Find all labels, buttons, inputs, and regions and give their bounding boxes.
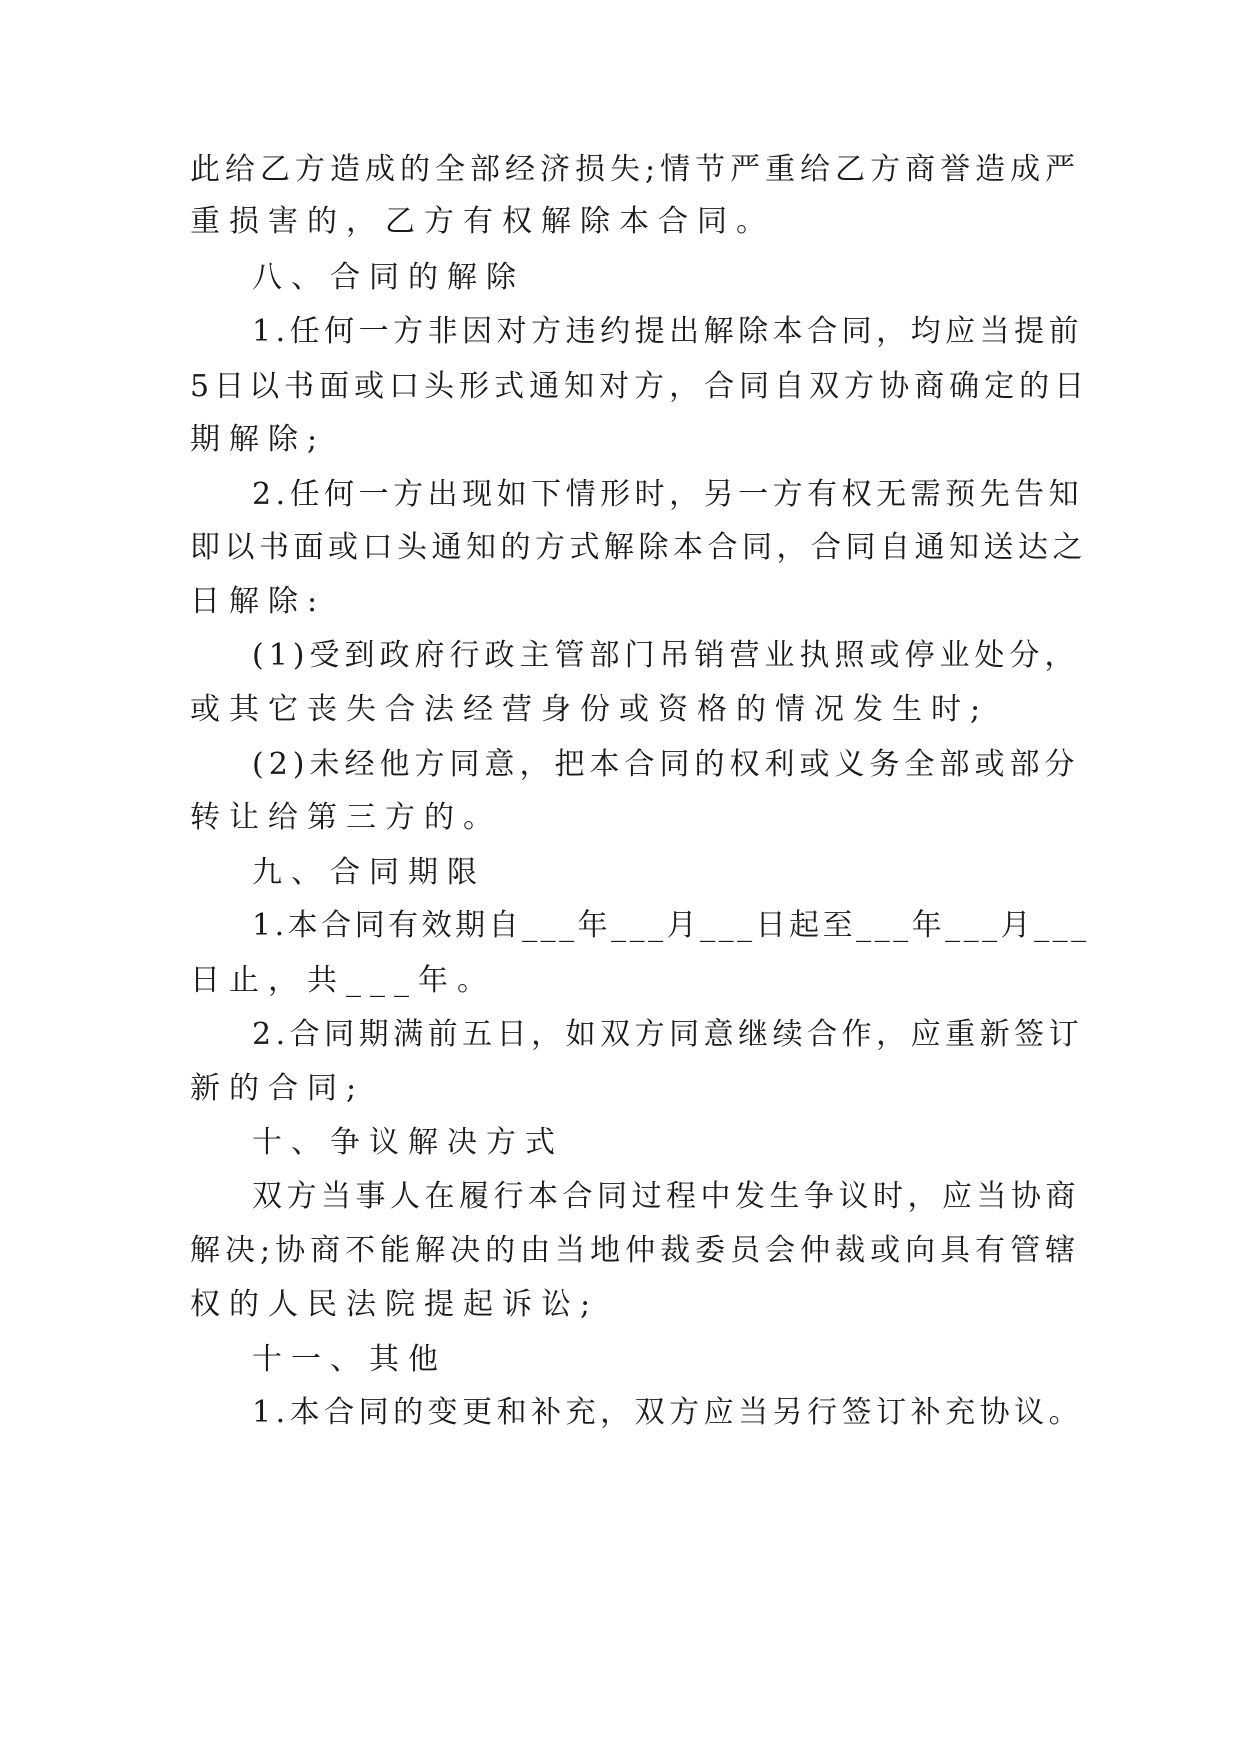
section-heading: 九、合同期限	[252, 855, 486, 890]
section-heading: 八、合同的解除	[252, 260, 525, 295]
text-line: 转让给第三方的。	[190, 800, 502, 835]
text-line: 2.任何一方出现如下情形时，另一方有权无需预先告知	[252, 477, 1084, 512]
text-line: 或其它丧失合法经营身份或资格的情况发生时;	[190, 692, 990, 727]
text-line: 1.本合同有效期自___年___月___日起至___年___月___	[252, 908, 1090, 943]
text-line: 日止，共___年。	[190, 963, 496, 998]
text-line: 双方当事人在履行本合同过程中发生争议时，应当协商	[252, 1179, 1080, 1214]
text-line: 5日以书面或口头形式通知对方，合同自双方协商确定的日	[190, 369, 1090, 404]
text-line: 即以书面或口头通知的方式解除本合同，合同自通知送达之	[190, 530, 1087, 565]
text-line: 日解除:	[190, 584, 327, 619]
section-heading: 十、争议解决方式	[252, 1125, 564, 1160]
text-line: (1)受到政府行政主管部门吊销营业执照或停业处分，	[252, 638, 1080, 673]
text-line: 2.合同期满前五日，如双方同意继续合作，应重新签订	[252, 1017, 1084, 1052]
text-line: 新的合同;	[190, 1071, 366, 1106]
text-line: 权的人民法院提起诉讼;	[190, 1287, 600, 1322]
text-line: (2)未经他方同意，把本合同的权利或义务全部或部分	[252, 747, 1080, 782]
section-heading: 十一、其他	[252, 1342, 447, 1377]
text-line: 解决;协商不能解决的由当地仲裁委员会仲裁或向具有管辖	[190, 1233, 1081, 1268]
text-line: 1.任何一方非因对方违约提出解除本合同，均应当提前	[252, 314, 1084, 349]
text-line: 重损害的，乙方有权解除本合同。	[190, 204, 775, 239]
text-line: 此给乙方造成的全部经济损失;情节严重给乙方商誉造成严	[190, 152, 1081, 187]
text-line: 期解除;	[190, 422, 327, 457]
text-line: 1.本合同的变更和补充，双方应当另行签订补充协议。	[252, 1395, 1084, 1430]
